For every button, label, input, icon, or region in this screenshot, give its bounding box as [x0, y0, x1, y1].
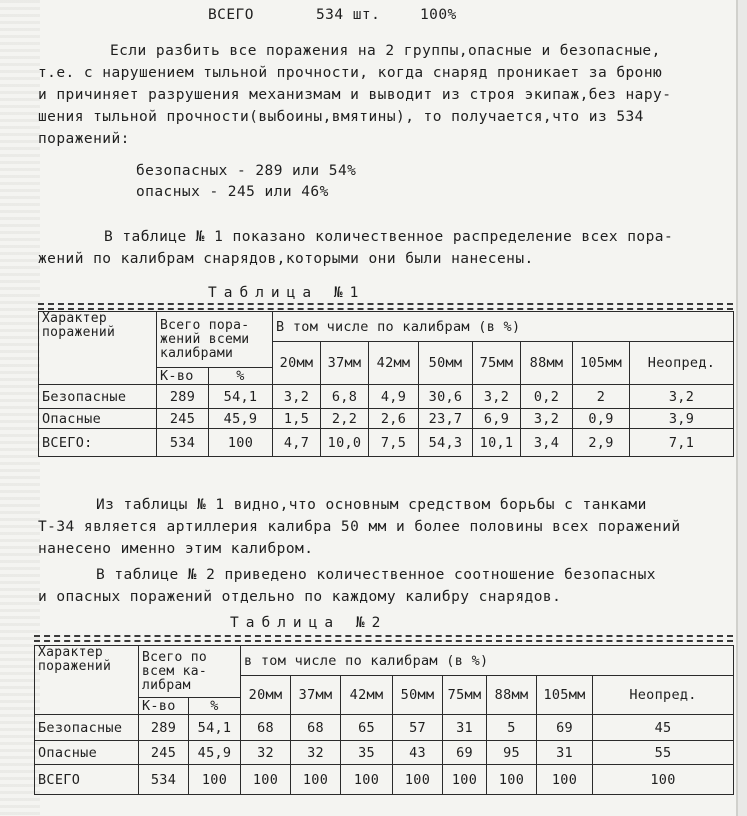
table2-cell: 45,9	[189, 741, 241, 765]
table1-cell: 0,9	[573, 409, 630, 429]
table2-cell: 100	[537, 765, 593, 795]
table1-caliber-label: 20мм	[273, 342, 321, 385]
table1-cell: 4,7	[273, 429, 321, 457]
table1-cell: 3,4	[521, 429, 573, 457]
para2-line: В таблице № 1 показано количественное распределение всех пора-	[104, 229, 674, 245]
table1-row-label: ВСЕГО:	[39, 429, 157, 457]
table1-title: Таблица №1	[208, 285, 366, 301]
table1-cell: 100	[209, 429, 273, 457]
table2-cell: 100	[593, 765, 734, 795]
table1-cell: 6,8	[321, 385, 369, 409]
table2-sub-pct: %	[189, 698, 241, 715]
table2-title: Таблица №2	[230, 615, 388, 631]
table1-cell: 7,5	[369, 429, 419, 457]
table2-cell: 245	[139, 741, 189, 765]
table2-cell: 55	[593, 741, 734, 765]
table1-row-label: Безопасные	[39, 385, 157, 409]
table1-cell: 1,5	[273, 409, 321, 429]
table1-cell: 3,2	[630, 385, 734, 409]
table1-cell: 10,0	[321, 429, 369, 457]
table1-cell: 289	[157, 385, 209, 409]
table1-sub-count: К-во	[157, 368, 209, 385]
table2-header-char: Характер поражений	[35, 646, 139, 715]
table2-caliber-label: 42мм	[341, 676, 393, 715]
table2-caliber-label: 105мм	[537, 676, 593, 715]
table1-cell: 0,2	[521, 385, 573, 409]
table2-cell: 57	[393, 715, 443, 741]
table2-cell: 65	[341, 715, 393, 741]
table2-cell: 45	[593, 715, 734, 741]
table1-top-rule-2	[38, 308, 733, 310]
para1-line: Если разбить все поражения на 2 группы,опасные и безопасные,	[110, 43, 661, 59]
table1-cell: 54,1	[209, 385, 273, 409]
table2-caliber-label: 20мм	[241, 676, 291, 715]
table1-cell: 3,9	[630, 409, 734, 429]
table1-cell: 6,9	[473, 409, 521, 429]
summary-dangerous: опасных - 245 или 46%	[136, 184, 329, 200]
table2-row-label: Безопасные	[35, 715, 139, 741]
table2	[34, 645, 734, 795]
table2-caliber-label: Неопред.	[593, 676, 734, 715]
table1-cell: 45,9	[209, 409, 273, 429]
table2-header-total: Всего по всем ка- либрам	[139, 646, 241, 698]
table1-header-total: Всего пора- жений всеми калибрами	[157, 312, 273, 368]
table2-cell: 100	[443, 765, 487, 795]
table1-cell: 245	[157, 409, 209, 429]
para1-line: шения тыльной прочности(выбоины,вмятины), то получается,что из 534	[38, 109, 644, 125]
table2-cell: 69	[443, 741, 487, 765]
table1-cell: 30,6	[419, 385, 473, 409]
table1-cell: 54,3	[419, 429, 473, 457]
table2-cell: 32	[291, 741, 341, 765]
table2-caliber-label: 75мм	[443, 676, 487, 715]
para4-line: В таблице № 2 приведено количественное соотношение безопасных	[96, 567, 656, 583]
table2-top-rule	[34, 635, 733, 637]
table2-cell: 54,1	[189, 715, 241, 741]
table1	[38, 311, 734, 457]
table2-cell: 100	[341, 765, 393, 795]
table1-cell: 10,1	[473, 429, 521, 457]
table1-top-rule	[38, 303, 733, 305]
top-total-count: 534 шт.	[316, 7, 381, 23]
para3-line: нанесено именно этим калибром.	[38, 541, 314, 557]
table1-cell: 2,9	[573, 429, 630, 457]
para3-line: Из таблицы № 1 видно,что основным средством борьбы с танками	[96, 497, 647, 513]
table1-caliber-label: 37мм	[321, 342, 369, 385]
table2-cell: 31	[443, 715, 487, 741]
table1-caliber-label: 50мм	[419, 342, 473, 385]
table2-row-label: Опасные	[35, 741, 139, 765]
table2-caliber-label: 50мм	[393, 676, 443, 715]
table2-row-label: ВСЕГО	[35, 765, 139, 795]
table2-cell: 289	[139, 715, 189, 741]
table2-top-rule-2	[34, 640, 733, 642]
table2-header-calibers: в том числе по калибрам (в %)	[241, 646, 734, 676]
table2-sub-count: К-во	[139, 698, 189, 715]
table2-cell: 100	[393, 765, 443, 795]
para4-line: и опасных поражений отдельно по каждому калибру снарядов.	[38, 589, 562, 605]
table1-caliber-label: 105мм	[573, 342, 630, 385]
table1-caliber-label: 75мм	[473, 342, 521, 385]
para3-line: Т-34 является артиллерия калибра 50 мм и более половины всех поражений	[38, 519, 681, 535]
table1-sub-pct: %	[209, 368, 273, 385]
table1-header-calibers: В том числе по калибрам (в %)	[273, 312, 734, 342]
para1-line: и причиняет разрушения механизмам и выводит из строя экипаж,без нару-	[38, 87, 672, 103]
table2-cell: 534	[139, 765, 189, 795]
table1-cell: 534	[157, 429, 209, 457]
table1-cell: 2,6	[369, 409, 419, 429]
table2-cell: 31	[537, 741, 593, 765]
para1-line: поражений:	[38, 131, 130, 147]
table2-cell: 68	[291, 715, 341, 741]
table2-caliber-label: 88мм	[487, 676, 537, 715]
table1-cell: 3,2	[273, 385, 321, 409]
table1-caliber-label: 88мм	[521, 342, 573, 385]
table1-cell: 2,2	[321, 409, 369, 429]
table1-cell: 7,1	[630, 429, 734, 457]
table2-cell: 35	[341, 741, 393, 765]
table1-cell: 3,2	[473, 385, 521, 409]
table1-cell: 2	[573, 385, 630, 409]
table1-cell: 23,7	[419, 409, 473, 429]
top-total-label: ВСЕГО	[208, 7, 254, 23]
table2-cell: 32	[241, 741, 291, 765]
table2-cell: 5	[487, 715, 537, 741]
table1-caliber-label: Неопред.	[630, 342, 734, 385]
table2-cell: 68	[241, 715, 291, 741]
para1-line: т.е. с нарушением тыльной прочности, когда снаряд проникает за броню	[38, 65, 663, 81]
table2-cell: 100	[291, 765, 341, 795]
table1-cell: 4,9	[369, 385, 419, 409]
table2-cell: 95	[487, 741, 537, 765]
table2-caliber-label: 37мм	[291, 676, 341, 715]
table1-header-char: Характер поражений	[39, 312, 157, 385]
table1-cell: 3,2	[521, 409, 573, 429]
table2-cell: 69	[537, 715, 593, 741]
table2-cell: 43	[393, 741, 443, 765]
summary-safe: безопасных - 289 или 54%	[136, 163, 357, 179]
para2-line: жений по калибрам снарядов,которыми они были нанесены.	[38, 251, 534, 267]
table2-cell: 100	[189, 765, 241, 795]
table2-cell: 100	[241, 765, 291, 795]
table1-row-label: Опасные	[39, 409, 157, 429]
top-total-percent: 100%	[420, 7, 457, 23]
table1-caliber-label: 42мм	[369, 342, 419, 385]
table2-cell: 100	[487, 765, 537, 795]
